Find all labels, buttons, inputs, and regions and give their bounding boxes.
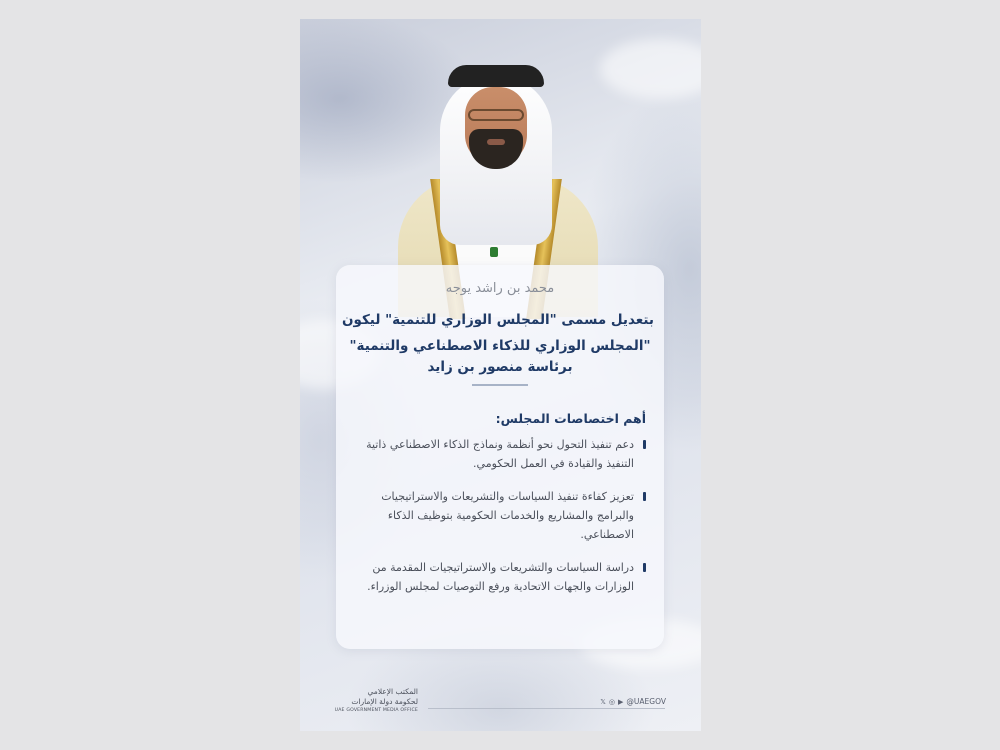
media-office-logo bbox=[330, 687, 418, 713]
announcement-card bbox=[336, 265, 664, 649]
x-icon[interactable]: 𝕏 bbox=[600, 697, 606, 706]
headline bbox=[341, 307, 654, 359]
list-item-text: تعزيز كفاءة تنفيذ السياسات والتشريعات والاستراتيجيات والبرامج والمشاريع والخدمات الحكومية بتوظيف الذكاء الاصطناعي. bbox=[381, 490, 634, 541]
divider bbox=[472, 384, 528, 386]
list-item bbox=[350, 487, 646, 544]
news-poster bbox=[300, 19, 701, 731]
social-handle[interactable]: @UAEGOV bbox=[626, 697, 666, 706]
instagram-icon[interactable]: ◎ bbox=[608, 697, 616, 706]
bullet-marker bbox=[643, 563, 646, 572]
agal bbox=[448, 65, 544, 87]
youtube-icon[interactable]: ▶ bbox=[618, 697, 624, 706]
intro-text: محمد بن راشد يوجه bbox=[445, 281, 555, 296]
headline-line: بتعديل مسمى "المجلس الوزاري للتنمية" ليكون bbox=[341, 312, 654, 328]
chair-line: برئاسة منصور بن زايد bbox=[427, 359, 573, 375]
list-item-text: دراسة السياسات والتشريعات والاستراتيجيات المقدمة من الوزارات والجهات الاتحادية ورفع التوصيات لمجلس الوزراء. bbox=[367, 561, 634, 593]
brush-stroke bbox=[600, 39, 701, 99]
org-name-ar-line2: لحكومة دولة الإمارات bbox=[351, 697, 418, 706]
org-name-ar-line1: المكتب الإعلامي bbox=[367, 687, 418, 696]
list-item-text: دعم تنفيذ التحول نحو أنظمة ونماذج الذكاء الاصطناعي ذاتية التنفيذ والقيادة في العمل الحكومي. bbox=[366, 438, 634, 470]
social-handle-row bbox=[600, 697, 666, 706]
list-item bbox=[350, 558, 646, 596]
bullet-marker bbox=[643, 492, 646, 501]
section-title: أهم اختصاصات المجلس: bbox=[495, 411, 646, 426]
footer-divider bbox=[428, 708, 665, 709]
list-item bbox=[350, 435, 646, 473]
glasses bbox=[468, 109, 524, 121]
headline-line: "المجلس الوزاري للذكاء الاصطناعي والتنمية" bbox=[349, 338, 651, 354]
bullet-marker bbox=[643, 440, 646, 449]
mouth bbox=[487, 139, 505, 145]
flag-pin bbox=[490, 247, 498, 257]
org-name-en: UAE GOVERNMENT MEDIA OFFICE bbox=[334, 708, 418, 713]
mandates-list bbox=[350, 435, 646, 610]
